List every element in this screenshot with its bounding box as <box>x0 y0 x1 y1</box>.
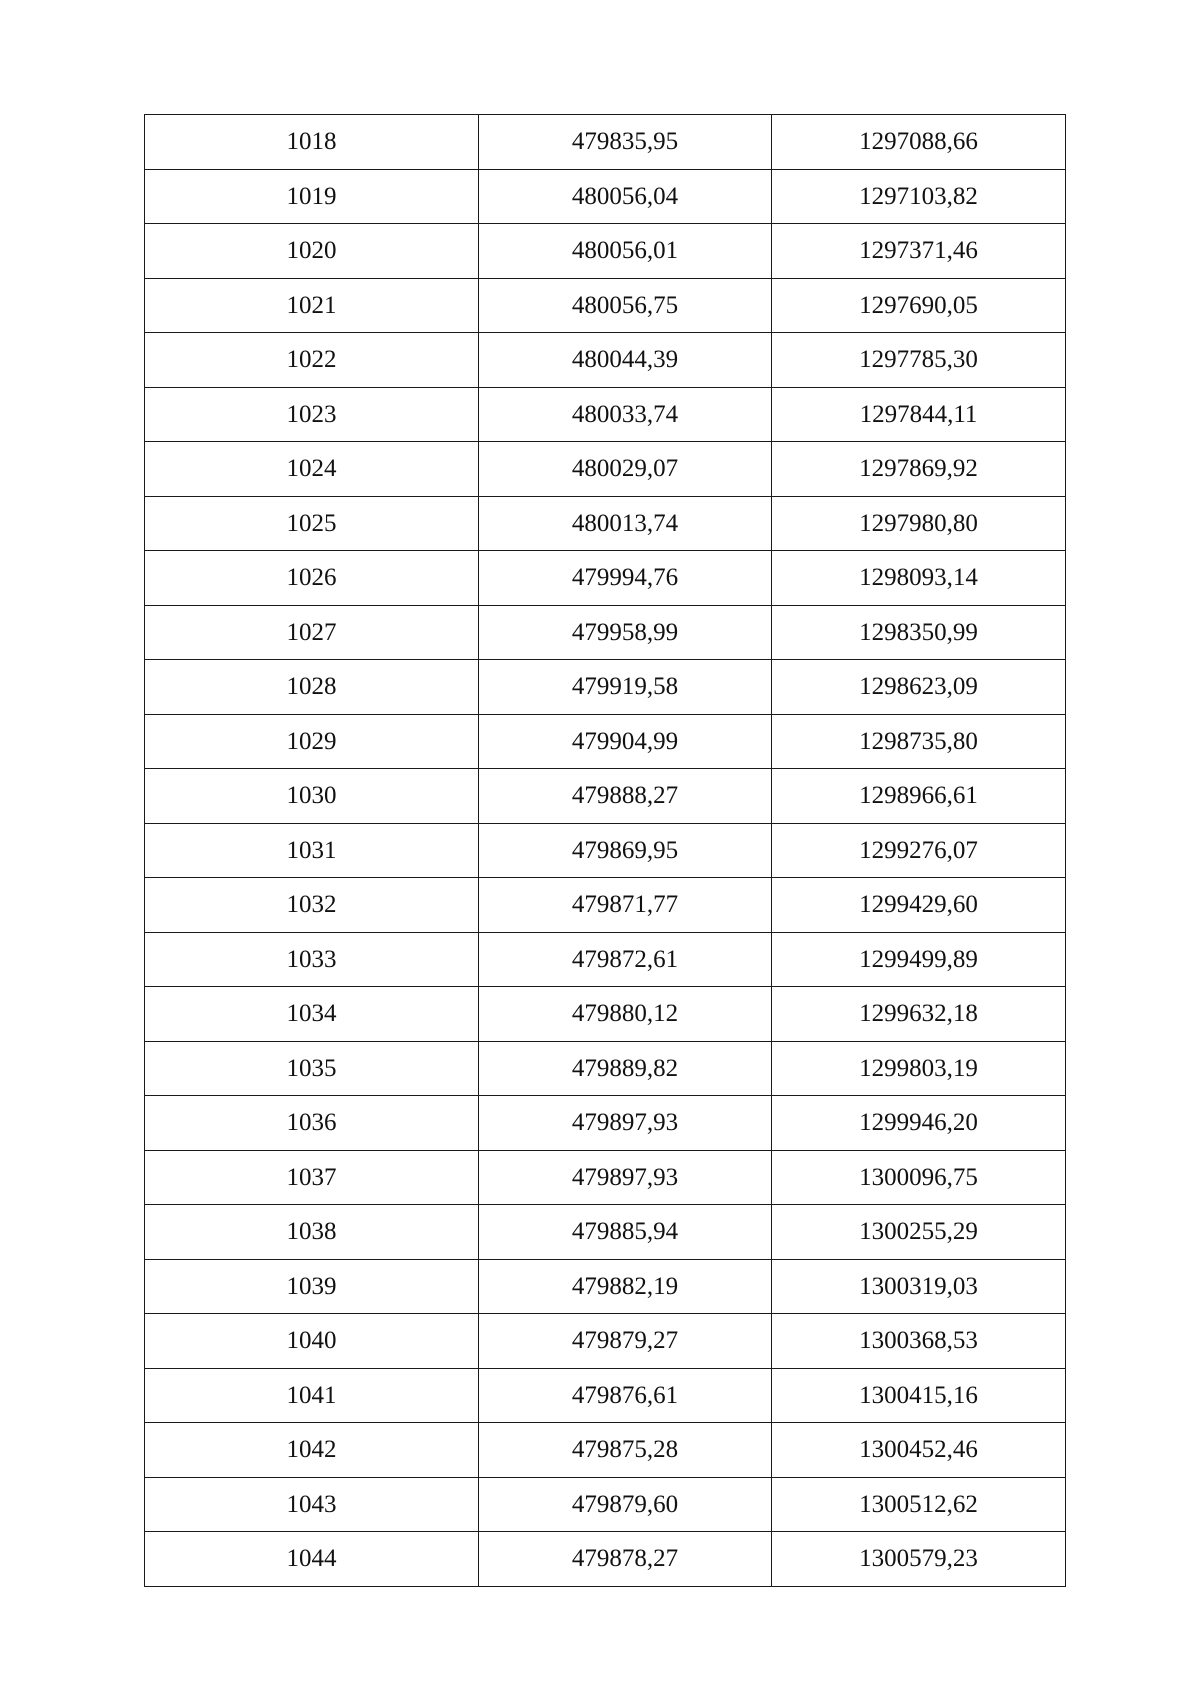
point-number-cell: 1019 <box>145 169 479 224</box>
coordinates-table <box>144 114 1066 1587</box>
table-row <box>145 278 1066 333</box>
table-row <box>145 878 1066 933</box>
y-coordinate-cell: 1297980,80 <box>772 496 1066 551</box>
table-row <box>145 169 1066 224</box>
x-coordinate-cell: 479869,95 <box>479 823 772 878</box>
x-coordinate-cell: 479879,60 <box>479 1477 772 1532</box>
table-row <box>145 442 1066 497</box>
x-coordinate-cell: 479897,93 <box>479 1096 772 1151</box>
x-coordinate-cell: 480044,39 <box>479 333 772 388</box>
x-coordinate-cell: 479888,27 <box>479 769 772 824</box>
table-row <box>145 1477 1066 1532</box>
x-coordinate-cell: 480056,75 <box>479 278 772 333</box>
x-coordinate-cell: 479885,94 <box>479 1205 772 1260</box>
table-row <box>145 769 1066 824</box>
y-coordinate-cell: 1298350,99 <box>772 605 1066 660</box>
y-coordinate-cell: 1297869,92 <box>772 442 1066 497</box>
table-row <box>145 496 1066 551</box>
x-coordinate-cell: 479835,95 <box>479 115 772 170</box>
y-coordinate-cell: 1299946,20 <box>772 1096 1066 1151</box>
table-row <box>145 605 1066 660</box>
point-number-cell: 1040 <box>145 1314 479 1369</box>
table-row <box>145 115 1066 170</box>
point-number-cell: 1018 <box>145 115 479 170</box>
x-coordinate-cell: 479880,12 <box>479 987 772 1042</box>
y-coordinate-cell: 1300368,53 <box>772 1314 1066 1369</box>
x-coordinate-cell: 479876,61 <box>479 1368 772 1423</box>
x-coordinate-cell: 479919,58 <box>479 660 772 715</box>
x-coordinate-cell: 480033,74 <box>479 387 772 442</box>
table-row <box>145 1314 1066 1369</box>
x-coordinate-cell: 479875,28 <box>479 1423 772 1478</box>
point-number-cell: 1033 <box>145 932 479 987</box>
y-coordinate-cell: 1300452,46 <box>772 1423 1066 1478</box>
table-row <box>145 987 1066 1042</box>
x-coordinate-cell: 480056,04 <box>479 169 772 224</box>
table-row <box>145 932 1066 987</box>
x-coordinate-cell: 479994,76 <box>479 551 772 606</box>
y-coordinate-cell: 1298735,80 <box>772 714 1066 769</box>
y-coordinate-cell: 1299276,07 <box>772 823 1066 878</box>
x-coordinate-cell: 480013,74 <box>479 496 772 551</box>
point-number-cell: 1037 <box>145 1150 479 1205</box>
y-coordinate-cell: 1299803,19 <box>772 1041 1066 1096</box>
point-number-cell: 1027 <box>145 605 479 660</box>
x-coordinate-cell: 479904,99 <box>479 714 772 769</box>
x-coordinate-cell: 479878,27 <box>479 1532 772 1587</box>
table-row <box>145 224 1066 279</box>
table-row <box>145 333 1066 388</box>
x-coordinate-cell: 479889,82 <box>479 1041 772 1096</box>
point-number-cell: 1044 <box>145 1532 479 1587</box>
table-row <box>145 1205 1066 1260</box>
point-number-cell: 1032 <box>145 878 479 933</box>
table-row <box>145 1150 1066 1205</box>
table-row <box>145 823 1066 878</box>
point-number-cell: 1034 <box>145 987 479 1042</box>
point-number-cell: 1024 <box>145 442 479 497</box>
y-coordinate-cell: 1297844,11 <box>772 387 1066 442</box>
table-row <box>145 1532 1066 1587</box>
table-row <box>145 1368 1066 1423</box>
table-row <box>145 660 1066 715</box>
point-number-cell: 1022 <box>145 333 479 388</box>
point-number-cell: 1039 <box>145 1259 479 1314</box>
x-coordinate-cell: 479958,99 <box>479 605 772 660</box>
point-number-cell: 1029 <box>145 714 479 769</box>
y-coordinate-cell: 1297785,30 <box>772 333 1066 388</box>
point-number-cell: 1021 <box>145 278 479 333</box>
x-coordinate-cell: 480029,07 <box>479 442 772 497</box>
table-row <box>145 387 1066 442</box>
y-coordinate-cell: 1300319,03 <box>772 1259 1066 1314</box>
point-number-cell: 1043 <box>145 1477 479 1532</box>
point-number-cell: 1020 <box>145 224 479 279</box>
point-number-cell: 1031 <box>145 823 479 878</box>
x-coordinate-cell: 479871,77 <box>479 878 772 933</box>
y-coordinate-cell: 1297690,05 <box>772 278 1066 333</box>
y-coordinate-cell: 1300255,29 <box>772 1205 1066 1260</box>
point-number-cell: 1042 <box>145 1423 479 1478</box>
y-coordinate-cell: 1298623,09 <box>772 660 1066 715</box>
point-number-cell: 1038 <box>145 1205 479 1260</box>
table-row <box>145 1259 1066 1314</box>
x-coordinate-cell: 480056,01 <box>479 224 772 279</box>
x-coordinate-cell: 479879,27 <box>479 1314 772 1369</box>
table-row <box>145 551 1066 606</box>
point-number-cell: 1026 <box>145 551 479 606</box>
y-coordinate-cell: 1300096,75 <box>772 1150 1066 1205</box>
y-coordinate-cell: 1300579,23 <box>772 1532 1066 1587</box>
y-coordinate-cell: 1300415,16 <box>772 1368 1066 1423</box>
coordinates-table-body <box>145 115 1066 1587</box>
x-coordinate-cell: 479882,19 <box>479 1259 772 1314</box>
y-coordinate-cell: 1298093,14 <box>772 551 1066 606</box>
point-number-cell: 1035 <box>145 1041 479 1096</box>
table-row <box>145 1423 1066 1478</box>
x-coordinate-cell: 479897,93 <box>479 1150 772 1205</box>
point-number-cell: 1025 <box>145 496 479 551</box>
y-coordinate-cell: 1297088,66 <box>772 115 1066 170</box>
y-coordinate-cell: 1299429,60 <box>772 878 1066 933</box>
y-coordinate-cell: 1297371,46 <box>772 224 1066 279</box>
point-number-cell: 1036 <box>145 1096 479 1151</box>
point-number-cell: 1023 <box>145 387 479 442</box>
point-number-cell: 1030 <box>145 769 479 824</box>
y-coordinate-cell: 1299499,89 <box>772 932 1066 987</box>
table-row <box>145 714 1066 769</box>
point-number-cell: 1041 <box>145 1368 479 1423</box>
y-coordinate-cell: 1298966,61 <box>772 769 1066 824</box>
table-row <box>145 1041 1066 1096</box>
x-coordinate-cell: 479872,61 <box>479 932 772 987</box>
y-coordinate-cell: 1299632,18 <box>772 987 1066 1042</box>
table-row <box>145 1096 1066 1151</box>
y-coordinate-cell: 1297103,82 <box>772 169 1066 224</box>
point-number-cell: 1028 <box>145 660 479 715</box>
y-coordinate-cell: 1300512,62 <box>772 1477 1066 1532</box>
